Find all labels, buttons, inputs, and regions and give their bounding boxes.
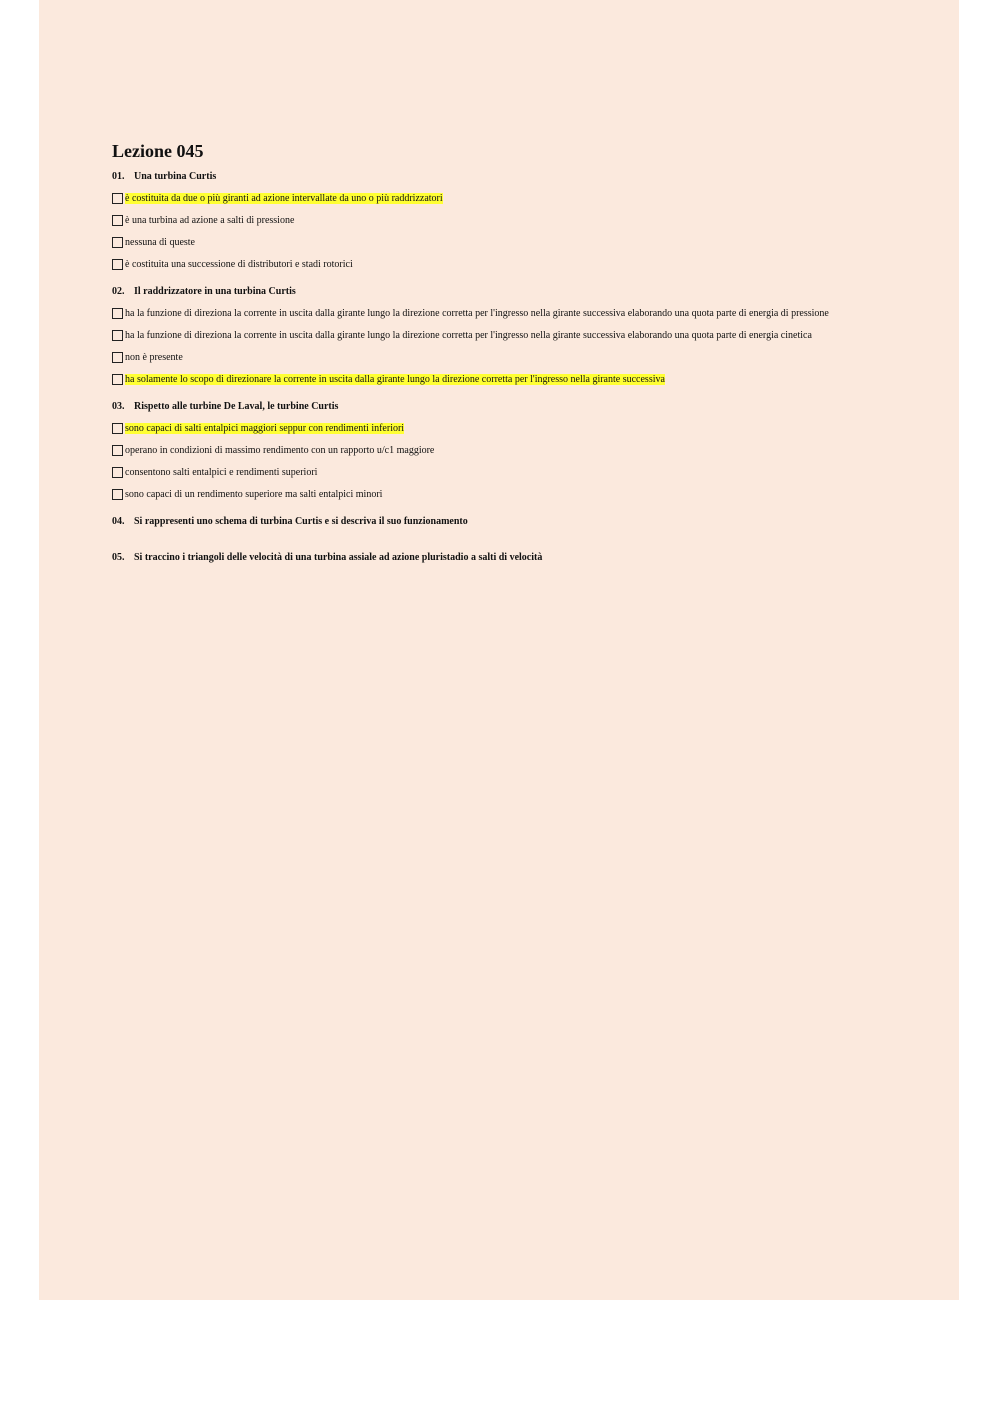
question-heading — [112, 515, 902, 529]
page-sheet — [39, 0, 959, 1300]
question-text: Una turbina Curtis — [134, 171, 217, 182]
answer-text: nessuna di queste — [125, 237, 195, 248]
question-5 — [112, 551, 902, 565]
answer-option[interactable] — [112, 488, 902, 501]
lesson-title: Lezione 045 — [112, 141, 204, 161]
checkbox-icon[interactable] — [112, 374, 123, 385]
answer-option[interactable] — [112, 192, 902, 205]
question-text: Si traccino i triangoli delle velocità di una turbina assiale ad azione pluristadio a salti di velocità — [134, 552, 543, 563]
answer-text-highlighted: ha solamente lo scopo di direzionare la corrente in uscita dalla girante lungo la direzione corretta per l'ingresso nella girante successiva — [125, 374, 665, 385]
answer-option[interactable] — [112, 258, 902, 271]
checkbox-icon[interactable] — [112, 467, 123, 478]
answer-option[interactable] — [112, 466, 902, 479]
answer-option[interactable] — [112, 351, 902, 364]
quiz-content — [112, 140, 902, 587]
question-text: Rispetto alle turbine De Laval, le turbine Curtis — [134, 401, 339, 412]
question-number: 03. — [112, 401, 125, 412]
question-heading — [112, 170, 902, 184]
question-text: Il raddrizzatore in una turbina Curtis — [134, 286, 296, 297]
checkbox-icon[interactable] — [112, 259, 123, 270]
question-4 — [112, 515, 902, 529]
answer-option[interactable] — [112, 422, 902, 435]
checkbox-icon[interactable] — [112, 237, 123, 248]
answer-text: è una turbina ad azione a salti di pressione — [125, 215, 295, 226]
answer-option[interactable] — [112, 307, 902, 320]
answer-text: non è presente — [125, 352, 183, 363]
answer-text: operano in condizioni di massimo rendimento con un rapporto u/c1 maggiore — [125, 445, 435, 456]
answer-option[interactable] — [112, 214, 902, 227]
question-2 — [112, 285, 902, 386]
question-heading — [112, 285, 902, 299]
question-3 — [112, 400, 902, 501]
question-number: 05. — [112, 552, 125, 563]
checkbox-icon[interactable] — [112, 352, 123, 363]
answer-text-highlighted: sono capaci di salti entalpici maggiori seppur con rendimenti inferiori — [125, 423, 405, 434]
question-list — [112, 170, 902, 565]
question-1 — [112, 170, 902, 271]
checkbox-icon[interactable] — [112, 215, 123, 226]
answer-text: consentono salti entalpici e rendimenti superiori — [125, 467, 318, 478]
checkbox-icon[interactable] — [112, 445, 123, 456]
checkbox-icon[interactable] — [112, 193, 123, 204]
answer-option[interactable] — [112, 236, 902, 249]
answer-option[interactable] — [112, 373, 902, 386]
question-number: 02. — [112, 286, 125, 297]
checkbox-icon[interactable] — [112, 330, 123, 341]
answer-text: ha la funzione di direziona la corrente in uscita dalla girante lungo la direzione corretta per l'ingresso nella girante successiva elaborando una quota parte di energia di pressione — [125, 308, 829, 319]
answer-option[interactable] — [112, 329, 902, 342]
question-number: 04. — [112, 516, 125, 527]
answer-text-highlighted: è costituita da due o più giranti ad azione intervallate da uno o più raddrizzatori — [125, 193, 443, 204]
checkbox-icon[interactable] — [112, 423, 123, 434]
question-number: 01. — [112, 171, 125, 182]
answer-text: è costituita una successione di distributori e stadi rotorici — [125, 259, 353, 270]
checkbox-icon[interactable] — [112, 308, 123, 319]
question-heading — [112, 400, 902, 414]
question-text: Si rappresenti uno schema di turbina Curtis e si descriva il suo funzionamento — [134, 516, 468, 527]
answer-text: sono capaci di un rendimento superiore ma salti entalpici minori — [125, 489, 383, 500]
answer-option[interactable] — [112, 444, 902, 457]
answer-text: ha la funzione di direziona la corrente in uscita dalla girante lungo la direzione corretta per l'ingresso nella girante successiva elaborando una quota parte di energia cinetica — [125, 330, 812, 341]
question-heading — [112, 551, 902, 565]
checkbox-icon[interactable] — [112, 489, 123, 500]
